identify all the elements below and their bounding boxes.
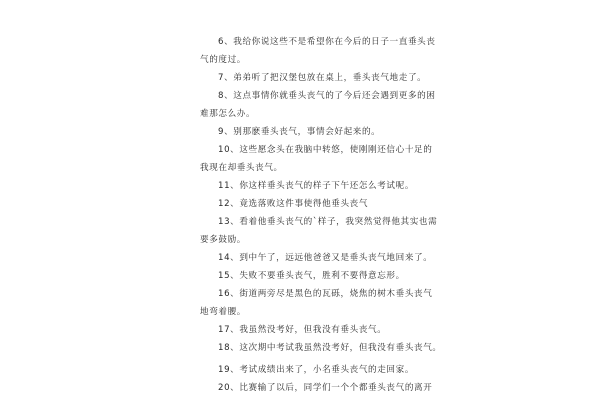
list-item-6-line-1: 6、我给你说这些不是希望你在今后的日子一直垂头丧: [218, 37, 436, 47]
list-item-16-line-2: 地弯着腰。: [200, 307, 246, 317]
list-item-12-line-1: 12、竟选落败这件事使得他垂头丧气: [218, 199, 369, 209]
list-item-15-line-1: 15、失败不要垂头丧气，胜利不要得意忘形。: [218, 271, 405, 281]
list-item-8-line-2: 难那怎么办。: [200, 109, 256, 119]
list-item-9-line-1: 9、别那麽垂头丧气，事情会好起来的。: [218, 127, 381, 137]
list-item-13-line-2: 要多鼓励。: [200, 235, 246, 245]
list-item-6-line-2: 气的度过。: [200, 55, 246, 65]
list-item-8-line-1: 8、这点事情你就垂头丧气的了今后还会遇到更多的困: [218, 91, 436, 101]
list-item-14-line-1: 14、到中午了，远远他爸爸又是垂头丧气地回来了。: [218, 253, 433, 263]
list-item-20-line-1: 20、比赛输了以后，同学们一个个都垂头丧气的离开: [218, 383, 433, 393]
list-item-11-line-1: 11、你这样垂头丧气的样子下午还怎么考试呢。: [218, 181, 415, 191]
list-item-10-line-2: 我现在却垂头丧气。: [200, 163, 283, 173]
list-item-17-line-1: 17、我虽然没考好，但我没有垂头丧气。: [218, 325, 387, 335]
list-item-19-line-1: 19、考试成绩出来了，小名垂头丧气的走回家。: [218, 365, 415, 375]
list-item-10-line-1: 10、这些愿念头在我脑中转悠，使刚刚还信心十足的: [218, 145, 433, 155]
list-item-13-line-1: 13、看着他垂头丧气的`样子，我突然觉得他其实也需: [218, 217, 438, 227]
list-item-16-line-1: 16、街道两旁尽是黑色的瓦砾，烧焦的树木垂头丧气: [218, 289, 433, 299]
list-item-7-line-1: 7、弟弟听了把汉堡包放在桌上，垂头丧气地走了。: [218, 73, 427, 83]
list-item-18-line-1: 18、这次期中考试我虽然没考好，但我没有垂头丧气。: [218, 343, 442, 353]
